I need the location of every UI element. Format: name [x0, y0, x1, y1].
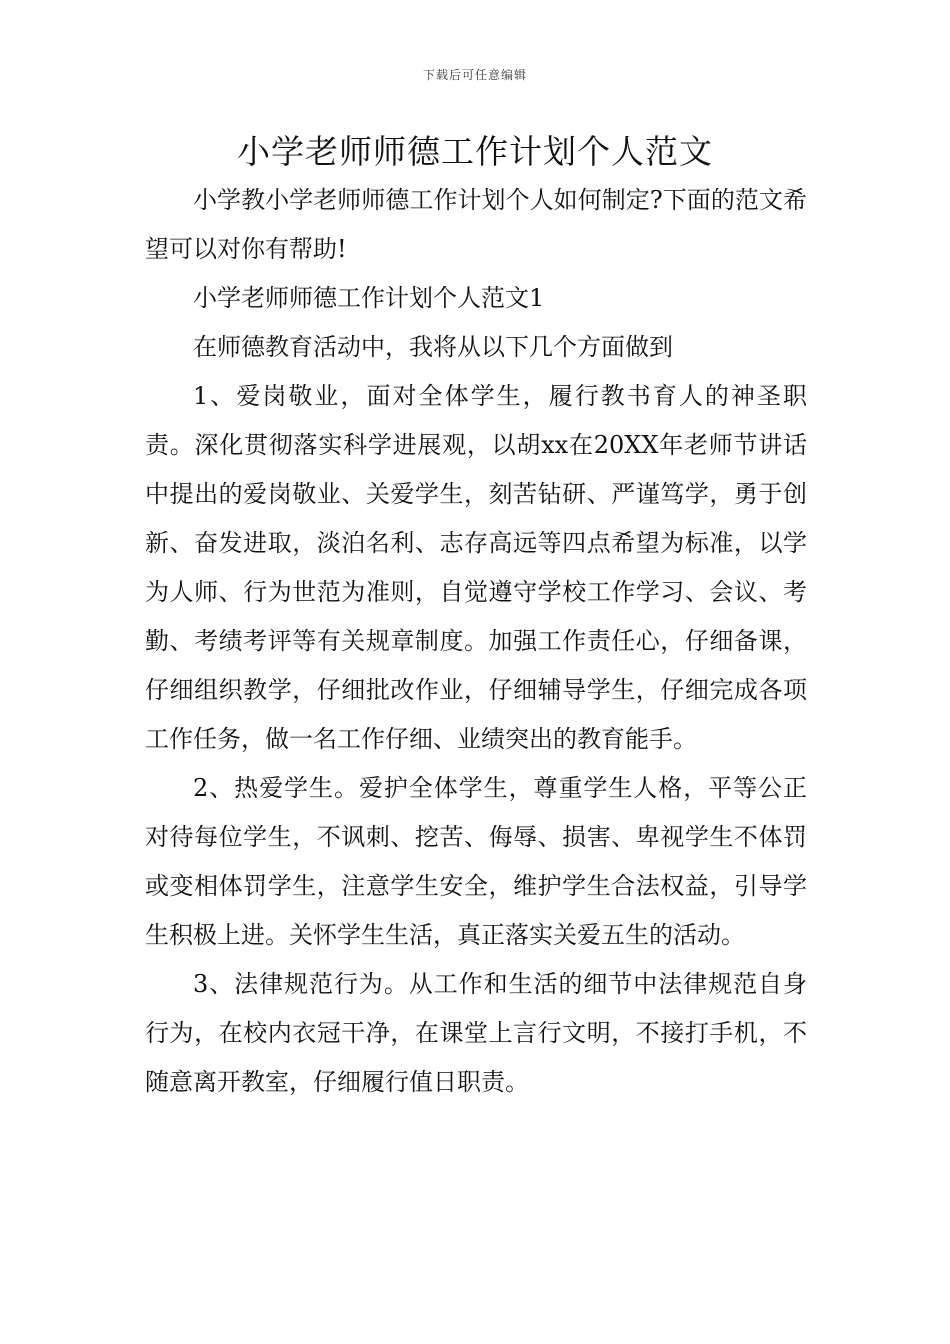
- document-body: [145, 176, 807, 1107]
- paragraph-subtitle: 小学老师师德工作计划个人范文1: [193, 284, 545, 312]
- paragraph-item-3: 3、法律规范行为。从工作和生活的细节中法律规范自身行为，在校内衣冠干净，在课堂上言行文明，不接打手机，不随意离开教室，仔细履行值日职责。: [145, 970, 807, 1096]
- paragraph-item-2: 2、热爱学生。爱护全体学生，尊重学生人格，平等公正对待每位学生，不讽刺、挖苦、侮辱、损害、卑视学生不体罚或变相体罚学生，注意学生安全，维护学生合法权益，引导学生积极上进。关怀学生生活，真正落实关爱五生的活动。: [145, 774, 807, 949]
- paragraph-intro: 小学教小学老师师德工作计划个人如何制定?下面的范文希望可以对你有帮助!: [145, 186, 807, 263]
- header-note: 下载后可任意编辑: [422, 68, 527, 82]
- paragraph-lead: 在师德教育活动中，我将从以下几个方面做到: [193, 333, 673, 361]
- paragraph-item-1: 1、爱岗敬业，面对全体学生，履行教书育人的神圣职责。深化贯彻落实科学进展观，以胡xx在20XX年老师节讲话中提出的爱岗敬业、关爱学生，刻苦钻研、严谨笃学，勇于创新、奋发进取，淡泊名利、志存高远等四点希望为标准，以学为人师、行为世范为准则，自觉遵守学校工作学习、会议、考勤、考绩考评等有关规章制度。加强工作责任心，仔细备课，仔细组织教学，仔细批改作业，仔细辅导学生，仔细完成各项工作任务，做一名工作仔细、业绩突出的教育能手。: [145, 382, 807, 753]
- document-title: 小学老师师德工作计划个人范文: [237, 132, 713, 171]
